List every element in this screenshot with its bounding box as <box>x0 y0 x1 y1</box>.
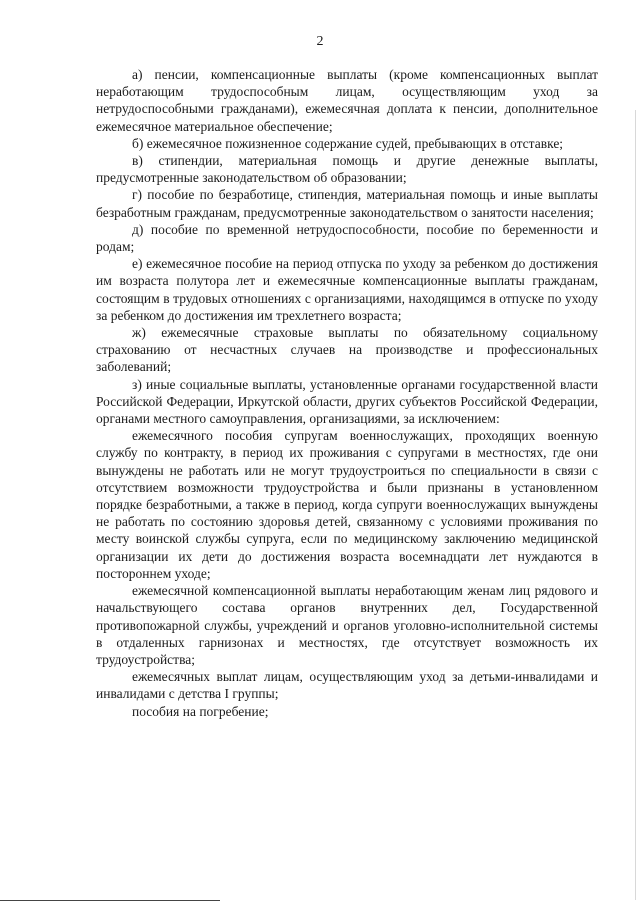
exception-wives-compensation: ежемесячной компенсационной выплаты неработающим женам лиц рядового и начальствующего состава органов внутренних дел, Государственной противопожарной службы, учреждений и органов уголовно-исполнительной системы в отдаленных гарнизонах и местностях, где отсутствует возможность их трудоустройства; <box>96 583 598 667</box>
exception-military-spouses: ежемесячного пособия супругам военнослужащих, проходящих военную службу по контракту, в период их проживания с супругами в местностях, где они вынуждены не работать или не могут трудоустроиться по специальности в связи с отсутствием возможности трудоустройства и были признаны в установленном порядке безработными, а также в период, когда супруги военнослужащих вынуждены не работать по состоянию здоровья детей, связанному с условиями проживания по месту воинской службы супруга, если по медицинскому заключению медицинской организации их дети до достижения возраста восемнадцати лет нуждаются в постороннем уходе; <box>96 428 598 581</box>
exception-funeral-benefit: пособия на погребение; <box>132 703 269 719</box>
paragraph-b: б) ежемесячное пожизненное содержание судей, пребывающих в отставке; <box>132 135 564 151</box>
page-number: 2 <box>316 34 324 49</box>
paragraph-zh: ж) ежемесячные страховые выплаты по обязательному социальному страхованию от несчастных случаев на производстве и профессиональных заболеваний; <box>96 325 598 375</box>
exception-caregivers: ежемесячных выплат лицам, осуществляющим уход за детьми-инвалидами и инвалидами с детства I группы; <box>96 669 598 702</box>
paragraph-z: з) иные социальные выплаты, установленные органами государственной власти Российской Федерации, Иркутской области, других субъектов Российской Федерации, органами местного самоуправления, организациями, за исключением: <box>96 376 598 427</box>
paragraph-a: а) пенсии, компенсационные выплаты (кроме компенсационных выплат неработающим трудоспособным лицам, осуществляющим уход за нетрудоспособными гражданами), ежемесячная доплата к пенсии, дополнительное ежемесячное материальное обеспечение; <box>96 67 598 134</box>
paragraph-g: г) пособие по безработице, стипендия, материальная помощь и иные выплаты безработным гражданам, предусмотренные законодательством о занятости населения; <box>96 187 598 220</box>
footer-rule <box>0 900 220 901</box>
paragraph-e: е) ежемесячное пособие на период отпуска по уходу за ребенком до достижения им возраста полутора лет и ежемесячные компенсационные выплаты гражданам, состоящим в трудовых отношениях с организациями, находящимся в отпуске по уходу за ребенком до достижения им трехлетнего возраста; <box>96 256 598 323</box>
document-body <box>96 66 598 720</box>
paragraph-v: в) стипендии, материальная помощь и другие денежные выплаты, предусмотренные законодательством об образовании; <box>96 153 598 186</box>
paragraph-d: д) пособие по временной нетрудоспособности, пособие по беременности и родам; <box>96 221 598 255</box>
scan-margin-line <box>635 110 636 900</box>
